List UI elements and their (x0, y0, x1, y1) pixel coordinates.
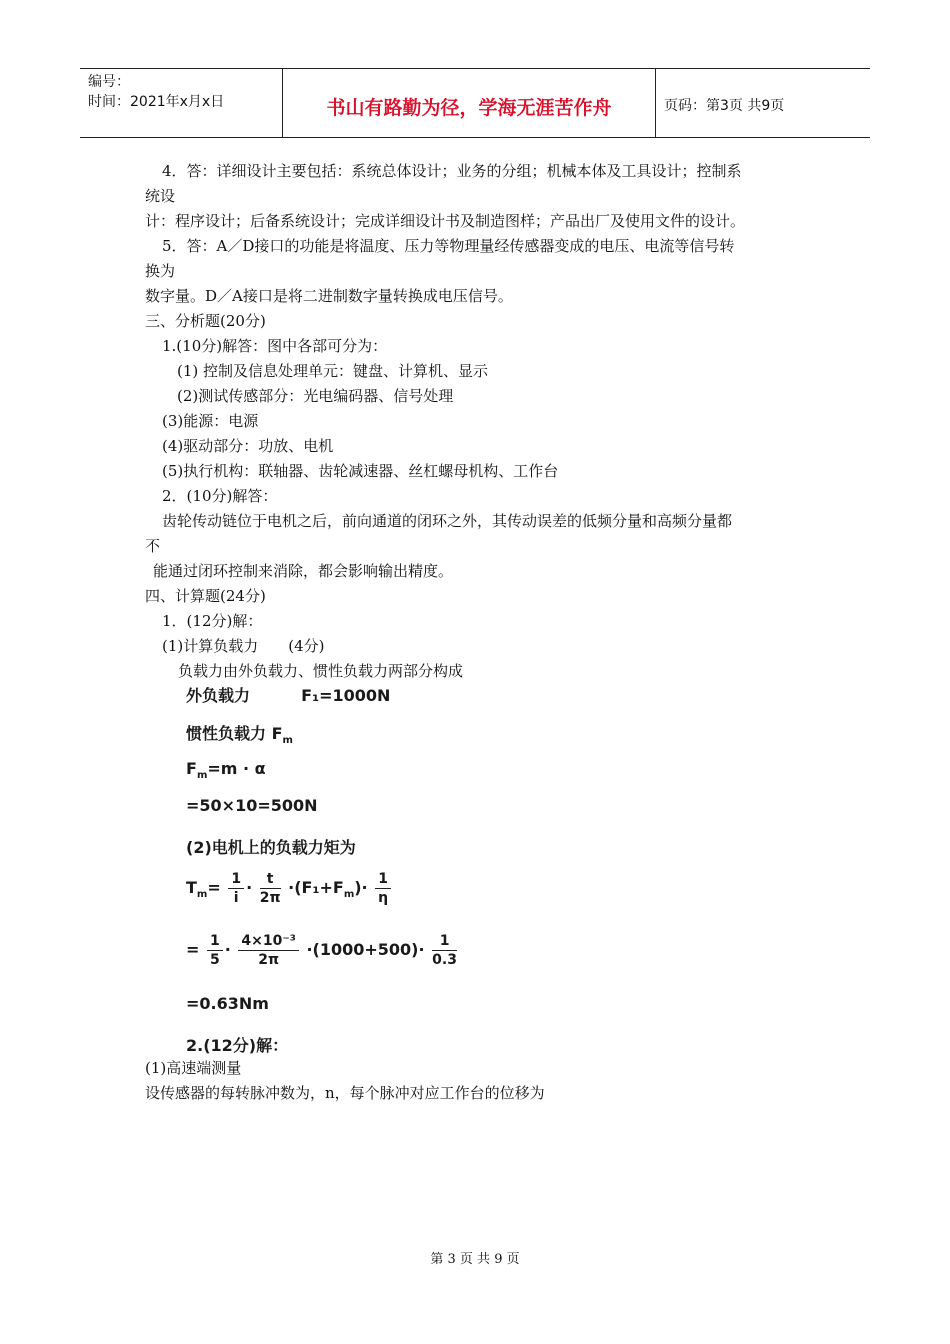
analysis-1-item-5: (5)执行机构：联轴器、齿轮减速器、丝杠螺母机构、工作台 (162, 462, 559, 480)
external-load-expr: F₁=1000N (301, 686, 391, 705)
substitution-mid: ·(1000+500)· (306, 940, 425, 959)
inertia-eq-sub: m (196, 770, 208, 782)
fraction-num: 1 (207, 932, 223, 951)
fraction-num: 1 (432, 932, 457, 951)
fraction-den: i (233, 890, 239, 906)
analysis-2-line-3: 能通过闭环控制来消除，都会影响输出精度。 (153, 562, 454, 580)
page-footer: 第 3 页 共 9 页 (430, 1252, 520, 1267)
fraction-den: η (378, 890, 389, 906)
torque-substitution: = $\frac{1}{5}$ · $\frac{\text{4×10⁻³}}{2\pi}$ ·(1000+500)· $\frac{1}{0.3}$ (186, 933, 457, 968)
torque-formula: $T_m=$ $\frac{1}{i}$ · $\frac{t}{2\pi}$ $\cdot(F_1+F_m)\cdot$ $\frac{1}{\eta}$ (186, 870, 393, 907)
fraction-den: 5 (209, 952, 220, 968)
fraction-den: 2π (258, 952, 280, 968)
external-load-line (186, 683, 390, 706)
page-code: 页码：第3页 共9页 (664, 98, 785, 114)
fraction-den: 0.3 (432, 952, 457, 968)
analysis-2-line-1: 齿轮传动链位于电机之后，前向通道的闭环之外，其传动误差的低频分量和高频分量都 (162, 512, 733, 530)
inertia-value-line: =50×10=500N (186, 796, 318, 815)
torque-mid-close: )· (354, 878, 368, 897)
calc-2-heading: 2.(12分)解： (186, 1036, 289, 1055)
inertia-load-line (186, 721, 293, 746)
inertia-load-label: 惯性负载力 F (186, 724, 283, 743)
header-page-cell (654, 69, 870, 137)
torque-left-sub: m (196, 889, 208, 901)
fraction-1-over-i (228, 870, 244, 907)
inertia-eq-line (186, 759, 266, 781)
fraction-1-over-eta (375, 870, 391, 907)
analysis-1-line: 1.(10分)解答：图中各部可分为： (162, 337, 388, 355)
fraction-lead-over-2pi (238, 932, 298, 969)
fraction-1-over-0.3 (432, 932, 457, 969)
calc-2-desc: 设传感器的每转脉冲数为，n，每个脉冲对应工作台的位移为 (145, 1084, 545, 1102)
number-label: 编号： (88, 74, 130, 90)
header-meta (80, 69, 282, 137)
calc-1-step-1: (1)计算负载力 (4分) (162, 637, 325, 655)
fraction-den: 2π (259, 890, 281, 906)
torque-left: T (186, 878, 197, 897)
answer-4-line-3: 计：程序设计；后备系统设计；完成详细设计书及制造图样；产品出厂及使用文件的设计。 (145, 212, 746, 230)
analysis-1-item-2: (2)测试传感部分：光电编码器、信号处理 (177, 387, 454, 405)
calc-1-heading: 1．(12分)解： (162, 612, 263, 630)
fraction-num: 4×10⁻³ (238, 932, 298, 951)
answer-4-line-1: 4．答：详细设计主要包括：系统总体设计；业务的分组；机械本体及工具设计；控制系 (162, 162, 742, 180)
torque-heading: (2)电机上的负载力矩为 (186, 838, 356, 857)
fraction-1-over-5 (207, 932, 223, 969)
answer-5-line-3: 数字量。D／A接口是将二进制数字量转换成电压信号。 (145, 287, 513, 305)
analysis-1-item-4: (4)驱动部分：功放、电机 (162, 437, 334, 455)
page-header (80, 68, 870, 138)
external-load-label: 外负载力 (186, 686, 251, 705)
fraction-num: t (260, 870, 281, 889)
analysis-2-heading: 2．(10分)解答： (162, 487, 278, 505)
answer-4-line-2: 统设 (145, 187, 176, 205)
inertia-eq-right: =m · α (207, 759, 266, 778)
inertia-load-sub: m (282, 735, 293, 747)
calc-2-step-1: (1)高速端测量 (145, 1059, 242, 1077)
section-3-heading: 三、分析题(20分) (145, 312, 266, 330)
torque-mid: ·(F₁+F (288, 878, 344, 897)
fraction-t-over-2pi (260, 870, 281, 907)
time-label: 时间：2021年x月x日 (88, 94, 225, 110)
inertia-eq-left: F (186, 759, 197, 778)
analysis-2-line-2: 不 (145, 537, 161, 555)
answer-5-line-1: 5．答：A／D接口的功能是将温度、压力等物理量经传感器变成的电压、电流等信号转 (162, 237, 735, 255)
calc-1-desc: 负载力由外负载力、惯性负载力两部分构成 (178, 662, 464, 680)
header-motto-cell (282, 69, 656, 137)
torque-mid-sub: m (343, 889, 355, 901)
answer-5-line-2: 换为 (145, 262, 176, 280)
analysis-1-item-1: (1) 控制及信息处理单元：键盘、计算机、显示 (177, 362, 489, 380)
analysis-1-item-3: (3)能源：电源 (162, 412, 259, 430)
torque-result: =0.63Nm (186, 994, 269, 1013)
substitution-eq: = (186, 940, 200, 959)
motto: 书山有路勤为径，学海无涯苦作舟 (326, 97, 612, 119)
fraction-num: 1 (228, 870, 244, 889)
section-4-heading: 四、计算题(24分) (145, 587, 266, 605)
fraction-num: 1 (375, 870, 391, 889)
torque-eq: = (207, 878, 221, 897)
